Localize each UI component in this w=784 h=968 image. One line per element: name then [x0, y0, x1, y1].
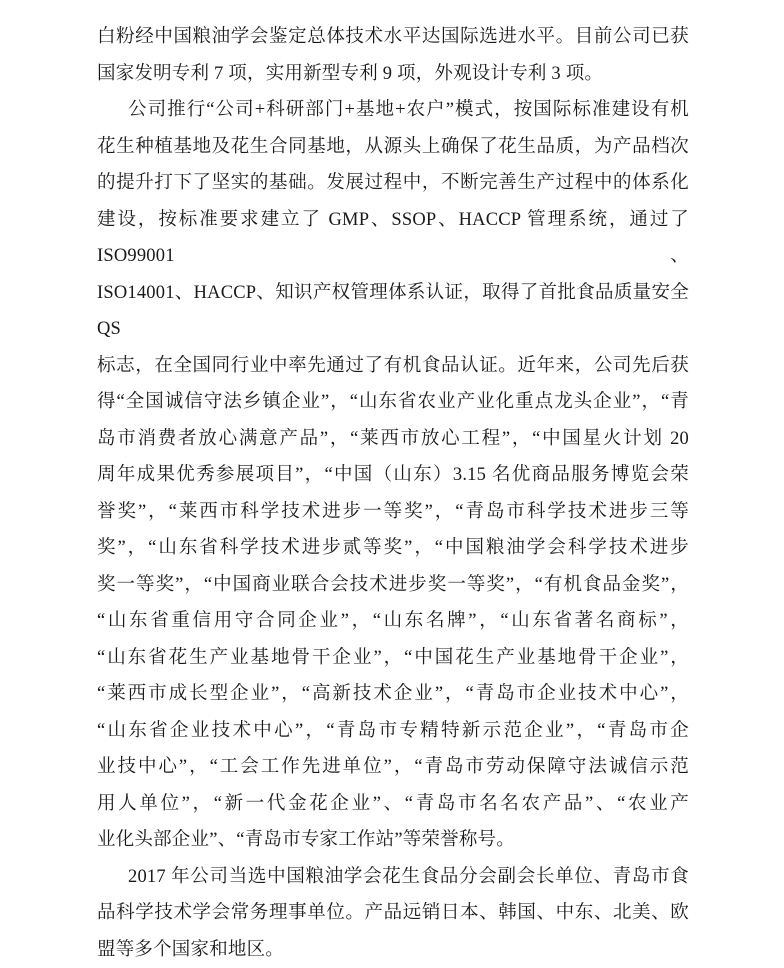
text-line: 盟等多个国家和地区。	[97, 932, 689, 968]
text-line: 奖一等奖”，“中国商业联合会技术进步奖一等奖”，“有机食品金奖”，	[97, 567, 689, 604]
text-line: 周年成果优秀参展项目”，“中国（山东）3.15 名优商品服务博览会荣	[97, 457, 689, 494]
document-text-block	[97, 19, 689, 968]
text-line: 花生种植基地及花生合同基地，从源头上确保了花生品质，为产品档次	[97, 129, 689, 166]
text-line: 白粉经中国粮油学会鉴定总体技术水平达国际选进水平。目前公司已获	[97, 19, 689, 56]
text-line: 品科学技术学会常务理事单位。产品远销日本、韩国、中东、北美、欧	[97, 895, 689, 932]
text-line: 国家发明专利 7 项，实用新型专利 9 项，外观设计专利 3 项。	[97, 56, 689, 93]
text-line: 业化头部企业”、“青岛市专家工作站”等荣誉称号。	[97, 822, 689, 859]
text-line: 的提升打下了坚实的基础。发展过程中，不断完善生产过程中的体系化	[97, 165, 689, 202]
text-line: 公司推行“公司+科研部门+基地+农户”模式，按国际标准建设有机	[97, 92, 689, 129]
text-line: “山东省重信用守合同企业”，“山东名牌”，“山东省著名商标”，	[97, 603, 689, 640]
text-line: 岛市消费者放心满意产品”，“莱西市放心工程”，“中国星火计划 20	[97, 421, 689, 458]
text-line: 得“全国诚信守法乡镇企业”，“山东省农业产业化重点龙头企业”，“青	[97, 384, 689, 421]
text-line: “山东省花生产业基地骨干企业”，“中国花生产业基地骨干企业”，	[97, 640, 689, 677]
text-line: 标志，在全国同行业中率先通过了有机食品认证。近年来，公司先后获	[97, 348, 689, 385]
text-line: 业技中心”，“工会工作先进单位”，“青岛市劳动保障守法诚信示范	[97, 749, 689, 786]
text-line: 建设，按标准要求建立了 GMP、SSOP、HACCP 管理系统，通过了 ISO99001、	[97, 202, 689, 275]
text-line: ISO14001、HACCP、知识产权管理体系认证，取得了首批食品质量安全 QS	[97, 275, 689, 348]
text-line: 誉奖”，“莱西市科学技术进步一等奖”，“青岛市科学技术进步三等	[97, 494, 689, 531]
text-line: 用人单位”，“新一代金花企业”、“青岛市名名农产品”、“农业产	[97, 786, 689, 823]
text-line: 2017 年公司当选中国粮油学会花生食品分会副会长单位、青岛市食	[97, 859, 689, 896]
text-line: “莱西市成长型企业”，“高新技术企业”，“青岛市企业技术中心”，	[97, 676, 689, 713]
text-line: 奖”，“山东省科学技术进步贰等奖”，“中国粮油学会科学技术进步	[97, 530, 689, 567]
text-line: “山东省企业技术中心”，“青岛市专精特新示范企业”，“青岛市企	[97, 713, 689, 750]
